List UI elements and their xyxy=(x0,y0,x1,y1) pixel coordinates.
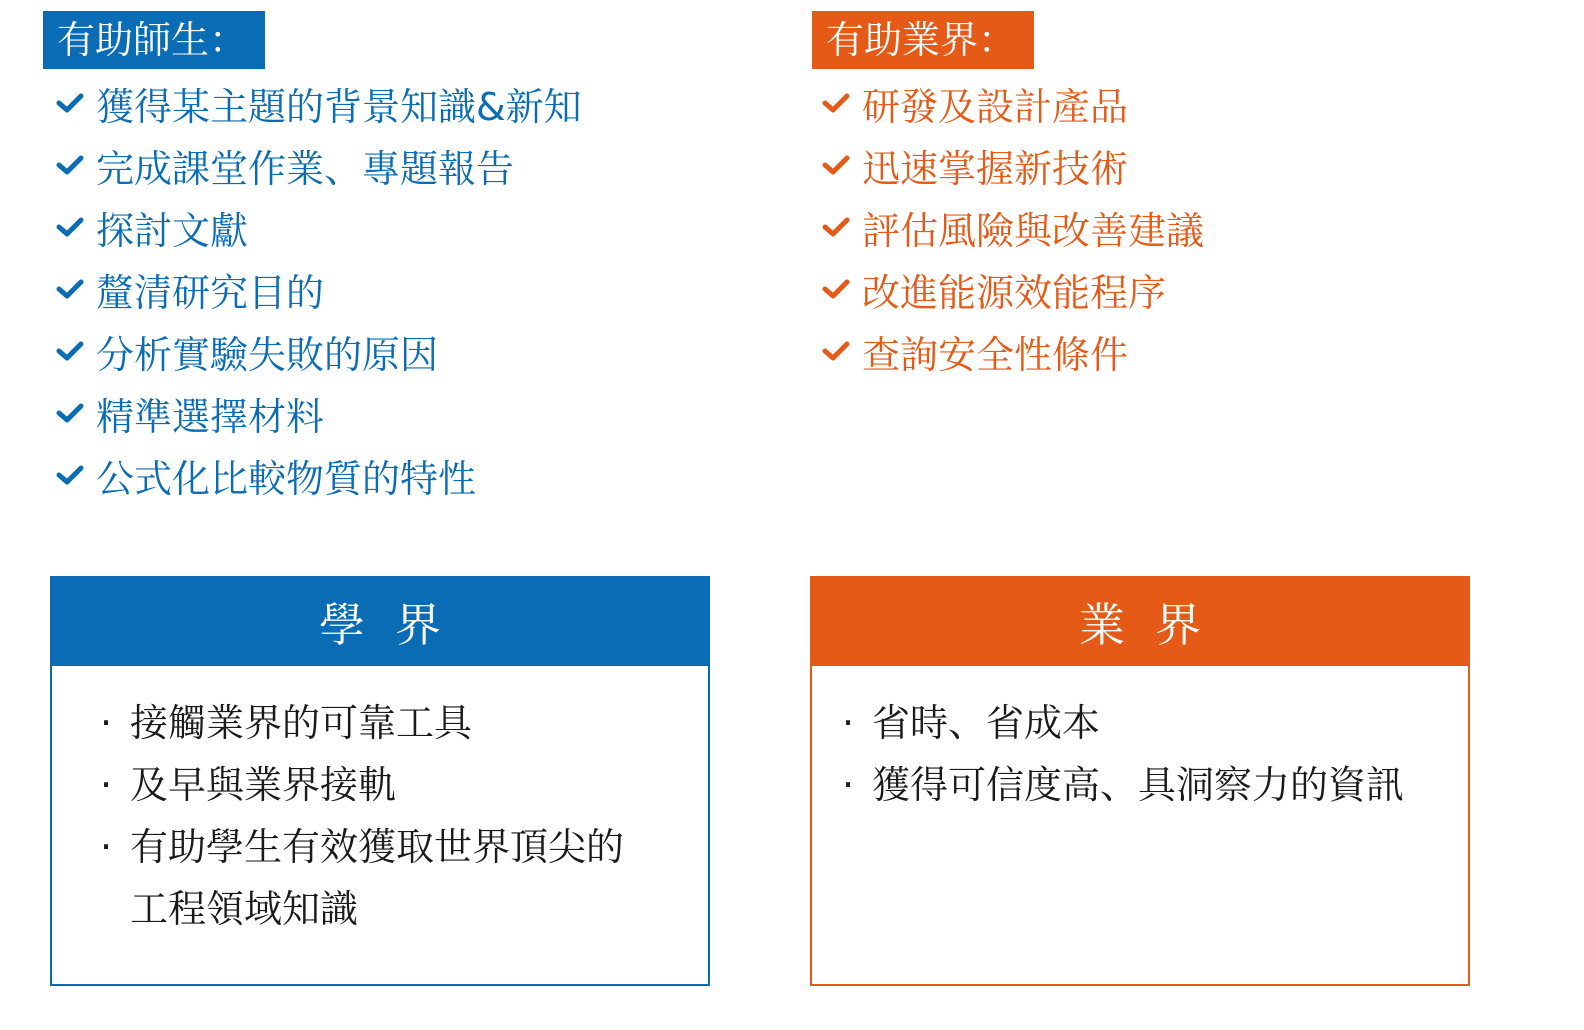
industry-box xyxy=(810,576,1470,986)
industry-box-title: 業界 xyxy=(812,578,1468,666)
academia-box-item-text xyxy=(130,816,624,940)
bullet-icon: · xyxy=(100,701,113,745)
academia-box-item-line: 工程領域知識 xyxy=(130,887,359,931)
academia-box-list xyxy=(100,692,624,940)
checkmark-icon xyxy=(56,336,96,366)
academia-box-item xyxy=(100,816,624,940)
industry-box-item xyxy=(842,692,1404,754)
academia-box-item-line: 接觸業界的可靠工具 xyxy=(130,701,473,745)
academia-check-item xyxy=(56,444,582,506)
bullet-icon: · xyxy=(100,763,113,807)
industry-checklist xyxy=(822,72,1204,382)
academia-check-label: 完成課堂作業、專題報告 xyxy=(96,146,515,191)
academia-box-item-line: 有助學生有效獲取世界頂尖的 xyxy=(130,825,625,869)
industry-check-label: 查詢安全性條件 xyxy=(862,332,1129,377)
academia-tag: 有助師生： xyxy=(43,11,265,69)
industry-check-label: 評估風險與改善建議 xyxy=(862,208,1205,253)
checkmark-icon xyxy=(56,88,96,118)
checkmark-icon xyxy=(822,336,862,366)
industry-check-label: 迅速掌握新技術 xyxy=(862,146,1129,191)
industry-tag: 有助業界： xyxy=(812,11,1034,69)
industry-check-label: 研發及設計產品 xyxy=(862,84,1129,129)
industry-check-item xyxy=(822,196,1204,258)
industry-check-item xyxy=(822,134,1204,196)
academia-checklist xyxy=(56,72,582,506)
academia-box-item-text xyxy=(130,754,396,816)
industry-check-item xyxy=(822,72,1204,134)
checkmark-icon xyxy=(822,274,862,304)
academia-box-title: 學界 xyxy=(52,578,708,666)
academia-box-item xyxy=(100,692,624,754)
bullet-icon: · xyxy=(842,701,855,745)
checkmark-icon xyxy=(56,150,96,180)
academia-check-label: 精準選擇材料 xyxy=(96,394,325,439)
academia-check-item xyxy=(56,320,582,382)
industry-box-item xyxy=(842,754,1404,816)
academia-check-label: 公式化比較物質的特性 xyxy=(96,456,477,501)
academia-check-item xyxy=(56,258,582,320)
academia-check-label: 獲得某主題的背景知識&新知 xyxy=(96,84,582,129)
academia-box xyxy=(50,576,710,986)
industry-check-item xyxy=(822,258,1204,320)
industry-box-item-text xyxy=(872,754,1404,816)
checkmark-icon xyxy=(822,150,862,180)
industry-box-item-line: 省時、省成本 xyxy=(872,701,1101,745)
industry-box-item-line: 獲得可信度高、具洞察力的資訊 xyxy=(872,763,1405,807)
checkmark-icon xyxy=(822,88,862,118)
academia-check-item xyxy=(56,196,582,258)
checkmark-icon xyxy=(56,398,96,428)
academia-check-item xyxy=(56,134,582,196)
academia-check-item xyxy=(56,382,582,444)
checkmark-icon xyxy=(56,212,96,242)
checkmark-icon xyxy=(56,460,96,490)
industry-check-label: 改進能源效能程序 xyxy=(862,270,1167,315)
industry-check-item xyxy=(822,320,1204,382)
academia-box-item-line: 及早與業界接軌 xyxy=(130,763,397,807)
industry-box-item-text xyxy=(872,692,1100,754)
academia-check-label: 分析實驗失敗的原因 xyxy=(96,332,439,377)
academia-box-item-text xyxy=(130,692,472,754)
academia-check-label: 釐清研究目的 xyxy=(96,270,325,315)
academia-check-item xyxy=(56,72,582,134)
bullet-icon: · xyxy=(100,825,113,869)
academia-check-label: 探討文獻 xyxy=(96,208,249,253)
academia-box-item xyxy=(100,754,624,816)
bullet-icon: · xyxy=(842,763,855,807)
checkmark-icon xyxy=(822,212,862,242)
industry-box-list xyxy=(842,692,1404,816)
checkmark-icon xyxy=(56,274,96,304)
